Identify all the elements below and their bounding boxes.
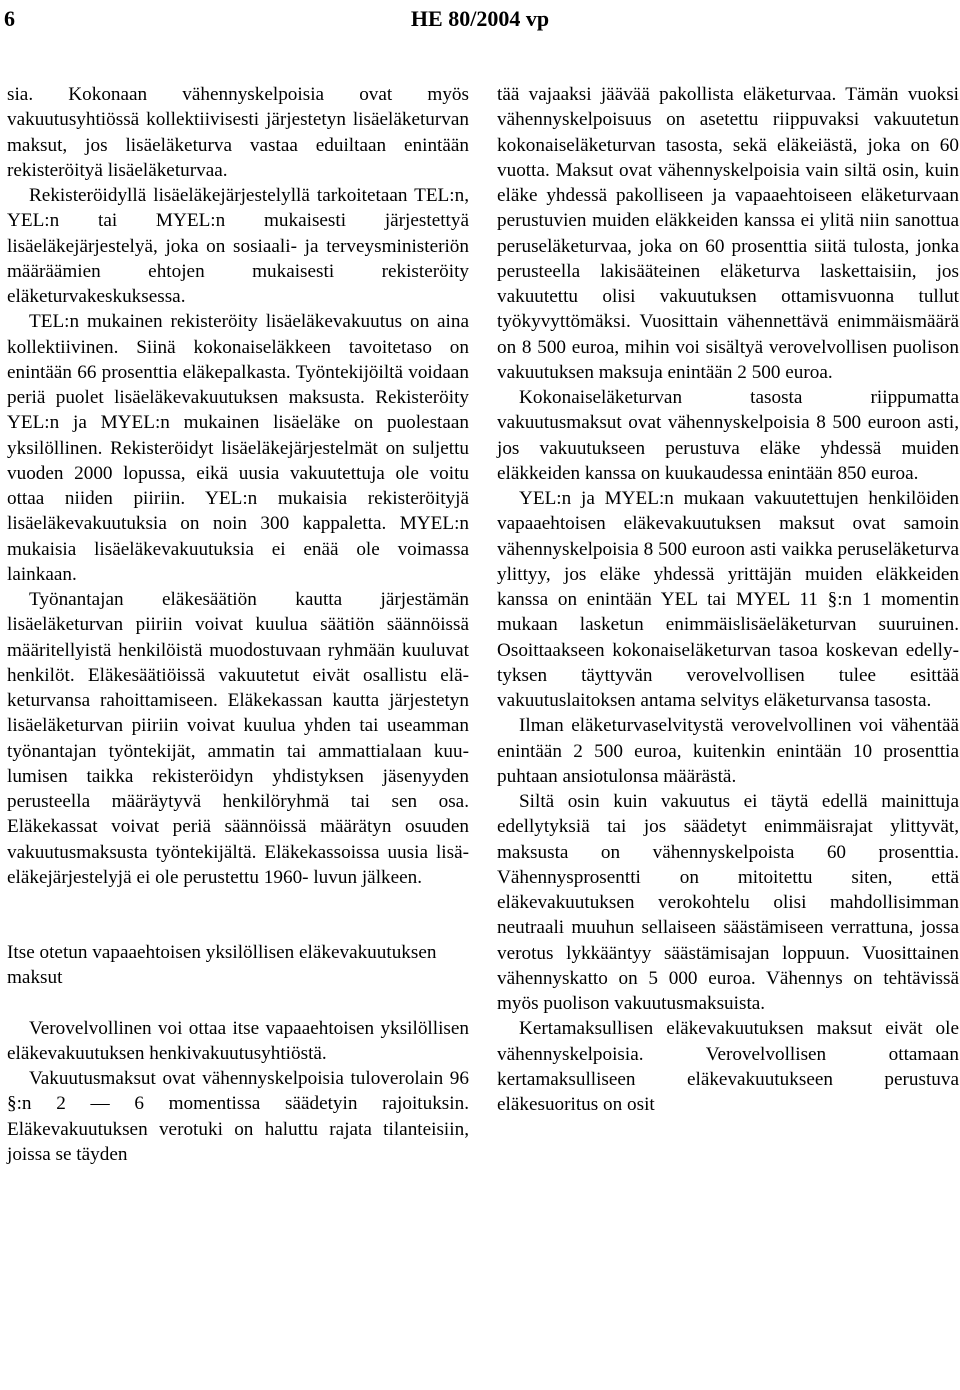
- paragraph: YEL:n ja MYEL:n mukaan vakuutettujen henkilöiden vapaaehtoisen eläkevakuutuksen maksut ovat samoin vähennyskelpoisia 8 500 euroon asti vaikka peruseläketurva ylittyy, jos eläke yhdessä yrittäjän muiden eläkkeiden kanssa on enintään YEL tai MYEL 11 §:n 1 momentin mukaan lasketun enimmäislisäeläketurvan suuruinen. Osoittaakseen kokonaiseläketurvan tasoa koskevan edellytyksen täyttyvän verovelvollisen tulee esittää vakuutuslaitoksen antama selvitys eläketurvansa tasosta.: [497, 488, 959, 711]
- paragraph: sia. Kokonaan vähennyskelpoisia ovat myös vakuutusyhtiössä kollektiivisesti järjestetyn lisäeläketurvan maksut, jos lisäeläketurva vastaa eduiltaan enintään rekisteröityä lisäeläketurvaa.: [7, 84, 469, 181]
- paragraph: tää vajaaksi jäävää pakollista eläketurvaa. Tämän vuoksi vähennyskelpoisuus on asetettu riippuvaksi vakuutetun kokonaiseläketurvan tasosta, sekä eläkeiästä, joka on 60 vuotta. Maksut ovat vähennyskelpoisia vain siltä osin, kuin eläke yhdessä pakolliseen ja vapaaehtoiseen eläketurvaan perustuvien muiden eläkkeiden kanssa ei ylitä niin sanottua peruseläketurvaa, joka on 60 prosenttia siitä tulosta, jonka perusteella lakisääteinen eläketurva laskettaisiin, jos vakuutettu olisi vakuutuksen ottamisvuonna tullut työkyvyttömäksi. Vuosittain vähennettävä enimmäismäärä on 8 500 euroa, mihin voi sisältyä verovelvollisen puolison vakuutuksen maksuja enintään 2 500 euroa.: [497, 84, 959, 383]
- paragraph: Ilman eläketurvaselvitystä verovelvollinen voi vähentää enintään 2 500 euroa, kuitenkin enintään 10 prosenttia puhtaan ansiotulonsa määrästä.: [497, 715, 959, 787]
- paragraph: Kokonaiseläketurvan tasosta riippumatta vakuutusmaksut ovat vähennyskelpoisia 8 500 euroon asti, jos vakuutukseen perustuva eläke yhdessä muiden eläkkeiden kanssa on kuukaudessa enintään 850 euroa.: [497, 387, 959, 484]
- paragraph: Siltä osin kuin vakuutus ei täytä edellä mainittuja edellytyksiä tai jos säädetyt enimmäisrajat ylittyvät, maksusta on vähennyskelpoista 60 prosenttia. Vähennysprosentti on mitoitettu siten, että eläkevakuutuksen verokohtelu olisi mahdollisimman neutraali muuhun sellaiseen säästämiseen verrattuna, jossa verotus lykkääntyy säästämisajan loppuun. Vuosittainen vähennyskatto on 5 000 euroa. Vähennys on tehtävissä myös puolison vakuutusmaksuista.: [497, 791, 959, 1014]
- paragraph: Vakuutusmaksut ovat vähennyskelpoisia tuloverolain 96 §:n 2 — 6 momentissa säädetyin rajoituksin. Eläkevakuutuksen verotuki on haluttu rajata tilanteisiin, joissa se täyden: [7, 1068, 469, 1165]
- left-column: [7, 82, 469, 1167]
- right-column: [497, 82, 959, 1117]
- paragraph: Työnantajan eläkesäätiön kautta järjestämän lisäeläketurvan piiriin voivat kuulua säätiön säännöissä määritellyistä henkilöistä muodostuvaan ryhmään kuuluvat henkilöt. Eläkesäätiöissä vakuutetut eivät osallistu eläketurvansa rahoittamiseen. Eläkekassan kautta järjestetyn lisäeläketurvan piiriin voivat kuulua yhden tai useamman työnantajan työntekijät, ammatin tai ammattialaan kuulumisen taikka rekisteröidyn yhdistyksen jäsenyyden perusteella määräytyvä henkilöryhmä tai sen osa. Eläkekassat voivat periä säännöissä määrätyn osuuden vakuutusmaksusta työntekijältä. Eläkekassoissa uusia lisäeläkejärjestelyjä ei ole perustettu 1960- luvun jälkeen.: [7, 589, 469, 888]
- document-id: HE 80/2004 vp: [410, 6, 550, 31]
- paragraph: TEL:n mukainen rekisteröity lisäeläkevakuutus on aina kollektiivinen. Siinä kokonaiseläkkeen tavoitetaso on enintään 66 prosenttia eläkepalkasta. Työntekijöiltä voidaan periä puolet lisäeläkevakuutuksen maksusta. Rekisteröity YEL:n ja MYEL:n mukainen lisäeläke on puolestaan yksilöllinen. Rekisteröidyt lisäeläkejärjestelmät on suljettu vuoden 2000 lopussa, eikä uusia vakuutettuja ole voitu ottaa niiden piiriin. YEL:n mukaisia rekisteröityjä lisäeläkevakuutuksia on noin 300 kappaletta. MYEL:n mukaisia lisäeläkevakuutuksia ei enää ole voimassa lainkaan.: [7, 311, 469, 585]
- page-header: [4, 6, 956, 36]
- section-heading: Itse otetun vapaaehtoisen yksilöllisen eläkevakuutuksen maksut: [7, 942, 437, 989]
- paragraph: Kertamaksullisen eläkevakuutuksen maksut eivät ole vähennyskelpoisia. Verovelvollisen ottamaan kertamaksulliseen eläkevakuutukseen perustuva eläkesuoritus on osit: [497, 1018, 959, 1115]
- paragraph: Verovelvollinen voi ottaa itse vapaaehtoisen yksilöllisen eläkevakuutuksen henkivakuutusyhtiöstä.: [7, 1017, 469, 1064]
- paragraph: Rekisteröidyllä lisäeläkejärjestelyllä tarkoitetaan TEL:n, YEL:n tai MYEL:n mukaisesti järjestettyä lisäeläkejärjestelyä, joka on sosiaali- ja terveysministeriön määräämien ehtojen mukaisesti rekisteröity eläketurvakeskuksessa.: [7, 185, 469, 307]
- page-number: 6: [4, 6, 15, 31]
